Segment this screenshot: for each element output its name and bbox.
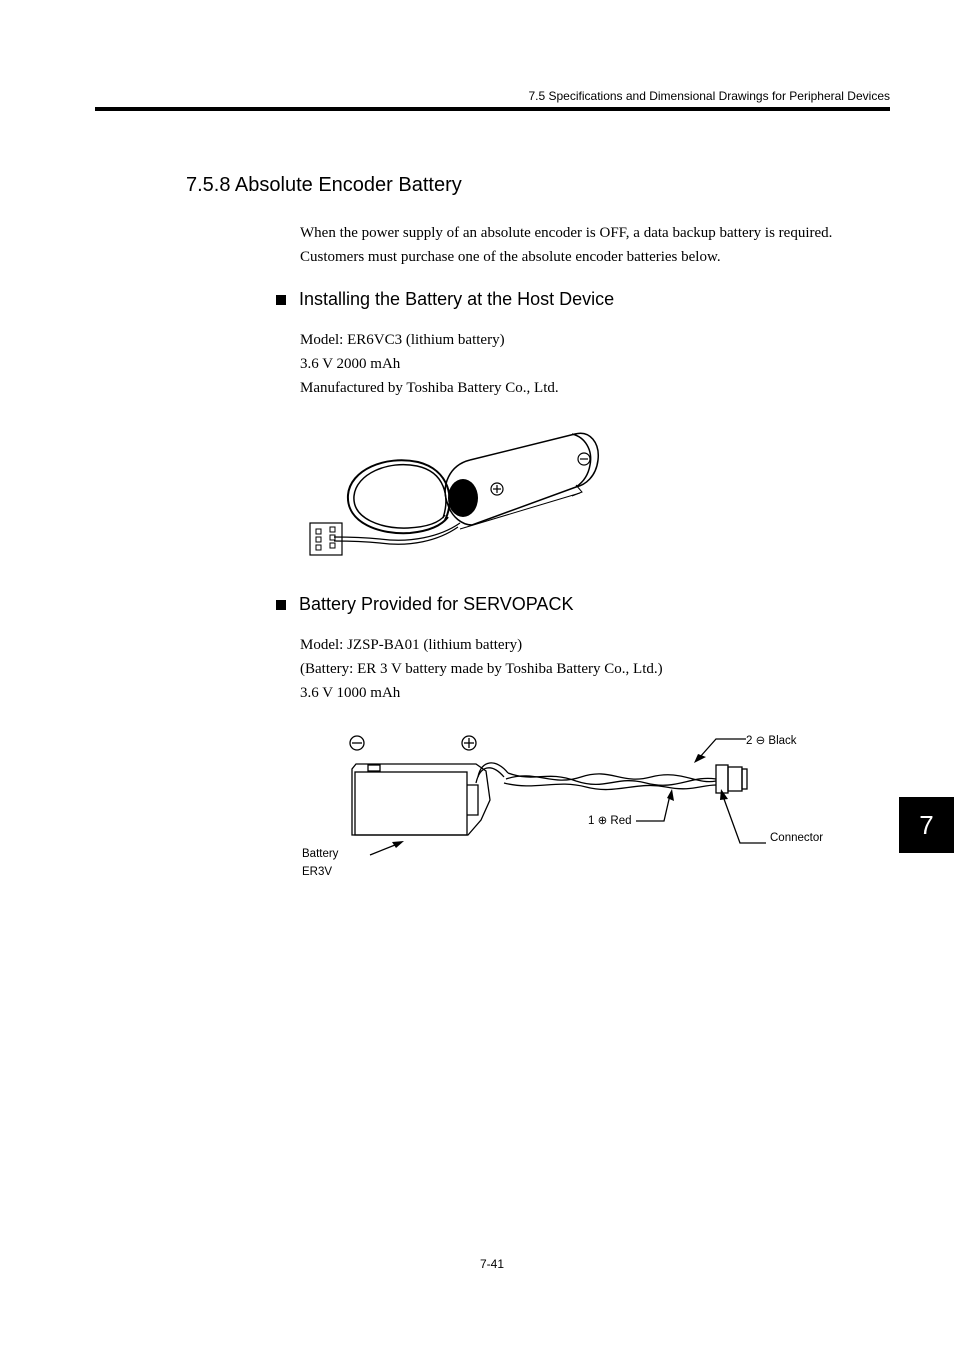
section-title: 7.5.8 Absolute Encoder Battery [186,174,462,196]
spec-line: 3.6 V 1000 mAh [300,685,401,701]
spec-line: Model: JZSP-BA01 (lithium battery) [300,637,523,653]
er6vc3-battery-drawing [300,425,610,565]
host-battery-heading-text: Installing the Battery at the Host Device [299,289,615,309]
label-black-wire: 2 ⊖ Black [746,735,797,747]
intro-paragraph [300,221,832,269]
intro-line: Customers must purchase one of the absolute encoder batteries below. [300,249,721,265]
spec-line: Manufactured by Toshiba Battery Co., Ltd. [300,380,559,396]
square-bullet-icon [276,600,286,610]
label-red-wire: 1 ⊕ Red [588,815,632,827]
square-bullet-icon [276,295,286,305]
label-battery-model: ER3V [302,866,333,878]
header-rule [95,107,890,111]
page-number: 7-41 [480,1257,505,1271]
jzsp-ba01-drawing [296,725,856,885]
label-connector: Connector [770,832,824,844]
intro-line: When the power supply of an absolute encoder is OFF, a data backup battery is required. [300,225,833,241]
spec-line: 3.6 V 2000 mAh [300,356,401,372]
servopack-battery-heading-text: Battery Provided for SERVOPACK [299,594,574,614]
host-battery-heading [276,289,614,310]
servopack-battery-heading [276,594,573,615]
spec-line: (Battery: ER 3 V battery made by Toshiba Battery Co., Ltd.) [300,661,663,677]
servopack-battery-specs [300,633,663,705]
host-battery-specs [300,328,559,400]
jzsp-ba01-battery-diagram [296,725,856,885]
spec-line: Model: ER6VC3 (lithium battery) [300,332,505,348]
chapter-tab: 7 [899,797,954,853]
label-battery: Battery [302,848,339,860]
running-header: 7.5 Specifications and Dimensional Drawings for Peripheral Devices [528,89,890,103]
